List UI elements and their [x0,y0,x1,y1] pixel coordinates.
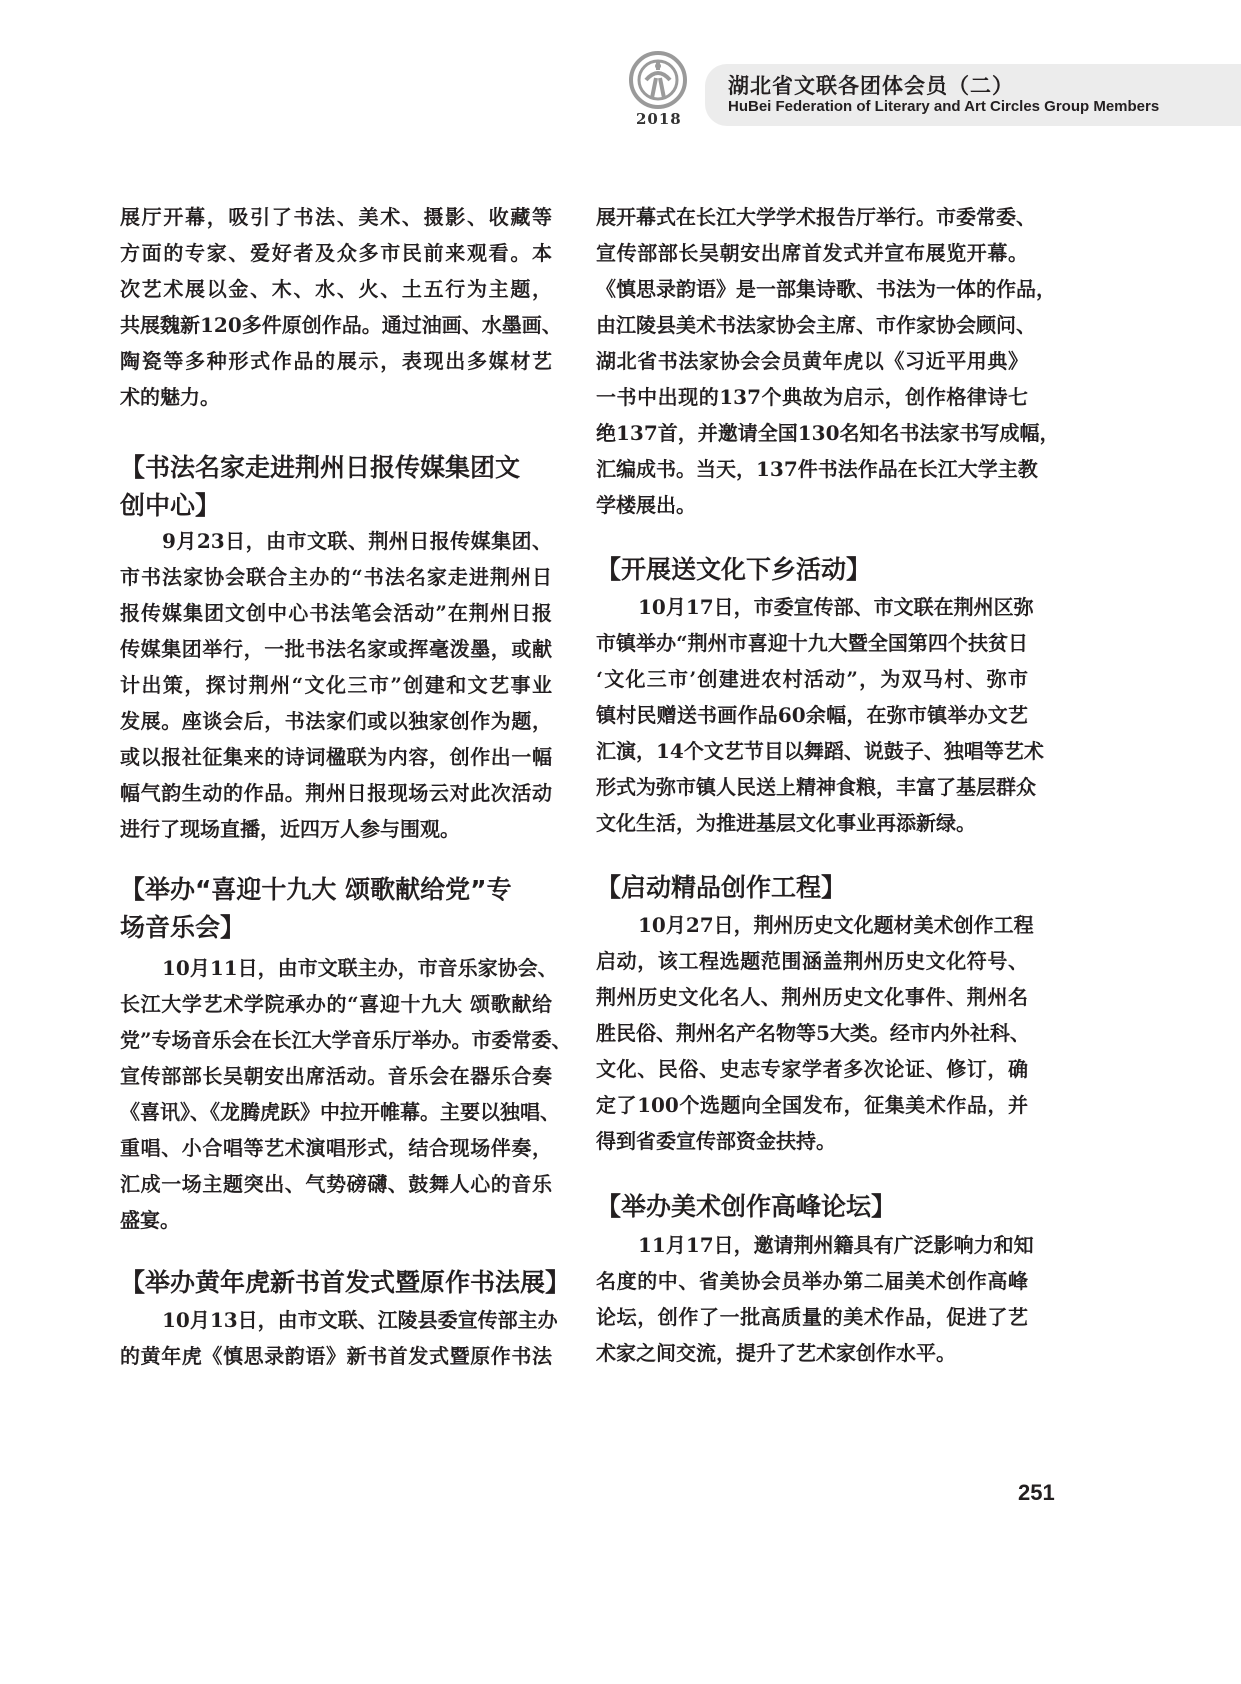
text-line: 【举办“喜迎十九大 颂歌献给党”专 [120,875,512,904]
text-line: 汇编成书。当天，137件书法作品在长江大学主教 [596,457,1038,481]
text-line: 得到省委宣传部资金扶持。 [596,1129,836,1153]
text-line: 《慎思录韵语》是一部集诗歌、书法为一体的作品， [596,277,1056,301]
text-line: 【举办黄年虎新书首发式暨原作书法展】 [120,1268,571,1297]
text-line: 文化、民俗、史志专家学者多次论证、修订，确 [596,1057,1028,1081]
text-line: 重唱、小合唱等艺术演唱形式，结合现场伴奏， [120,1136,552,1160]
text-line: 方面的专家、爱好者及众多市民前来观看。本 [120,241,552,265]
text-line: 镇村民赠送书画作品60余幅，在弥市镇举办文艺 [596,703,1028,727]
section-heading [120,1264,571,1302]
text-line: 10月27日，荆州历史文化题材美术创作工程 [638,913,1034,937]
text-line: 发展。座谈会后，书法家们或以独家创作为题， [120,709,552,733]
text-line: 【启动精品创作工程】 [596,873,847,902]
paragraph [120,199,562,415]
page-number: 251 [1018,1480,1055,1505]
text-line: 共展魏新120多件原创作品。通过油画、水墨画、 [120,313,562,337]
text-line: 的黄年虎《慎思录韵语》新书首发式暨原作书法 [120,1344,552,1368]
section-heading [120,449,552,525]
paragraph [596,199,1060,523]
text-line: 绝137首，并邀请全国130名知名书法家书写成幅， [596,421,1060,445]
text-line: 湖北省书法家协会会员黄年虎以《习近平用典》 [596,349,1028,373]
section-heading [596,869,1028,907]
text-line: 10月17日，市委宣传部、市文联在荆州区弥 [638,595,1034,619]
text-line: 或以报社征集来的诗词楹联为内容，创作出一幅 [120,745,552,769]
text-line: 汇演，14个文艺节目以舞蹈、说鼓子、独唱等艺术 [596,739,1044,763]
text-line: 进行了现场直播，近四万人参与围观。 [120,817,460,841]
text-line: 汇成一场主题突出、气势磅礴、鼓舞人心的音乐 [120,1172,552,1196]
text-line: 场音乐会】 [120,913,246,942]
text-line: 创中心】 [120,491,221,520]
text-line: 文化生活，为推进基层文化事业再添新绿。 [596,811,976,835]
text-line: 【开展送文化下乡活动】 [596,555,872,584]
text-line: 名度的中、省美协会员举办第二届美术创作高峰 [596,1269,1028,1293]
text-line: 展开幕式在长江大学学术报告厅举行。市委常委、 [596,205,1036,229]
header-title-cn: 湖北省文联各团体会员（二） [728,73,1014,98]
header-title-en: HuBei Federation of Literary and Art Circles Group Members [728,98,1160,115]
text-line: 术的魅力。 [120,385,220,409]
text-line: 次艺术展以金、木、水、火、土五行为主题， [120,277,552,301]
text-line: 传媒集团举行，一批书法名家或挥毫泼墨，或献 [120,637,552,661]
text-line: 长江大学艺术学院承办的“喜迎十九大 颂歌献给 [120,992,552,1016]
header-year: 2018 [636,110,682,128]
text-line: 论坛，创作了一批高质量的美术作品，促进了艺 [596,1305,1028,1329]
text-line: 党”专场音乐会在长江大学音乐厅举办。市委常委、 [120,1028,572,1052]
text-line: 报传媒集团文创中心书法笔会活动”在荆州日报 [120,601,552,625]
text-line: 盛宴。 [120,1208,180,1232]
text-line: 宣传部部长吴朝安出席首发式并宣布展览开幕。 [596,241,1028,265]
paragraph [596,907,1034,1159]
section-heading [596,1188,1028,1226]
text-line: 学楼展出。 [596,493,696,517]
text-line: 【书法名家走进荆州日报传媒集团文 [120,453,521,482]
text-line: 一书中出现的137个典故为启示，创作格律诗七 [596,385,1028,409]
paragraph [596,589,1044,841]
text-line: 荆州历史文化名人、荆州历史文化事件、荆州名 [596,985,1028,1009]
paragraph [120,950,572,1238]
text-line: 计出策，探讨荆州“文化三市”创建和文艺事业 [120,673,552,697]
paragraph [120,1302,558,1374]
paragraph [596,1227,1034,1371]
text-line: 11月17日，邀请荆州籍具有广泛影响力和知 [638,1233,1034,1257]
text-line: 幅气韵生动的作品。荆州日报现场云对此次活动 [120,781,552,805]
text-line: 启动，该工程选题范围涵盖荆州历史文化符号、 [596,949,1028,973]
text-line: ‘文化三市’创建进农村活动”，为双马村、弥市 [596,667,1028,691]
text-line: 《喜讯》、《龙腾虎跃》中拉开帷幕。主要以独唱、 [120,1100,560,1124]
text-line: 市书法家协会联合主办的“书法名家走进荆州日 [120,565,552,589]
text-line: 定了100个选题向全国发布，征集美术作品，并 [596,1093,1028,1117]
text-line: 市镇举办“荆州市喜迎十九大暨全国第四个扶贫日 [596,631,1028,655]
text-line: 10月13日，由市文联、江陵县委宣传部主办 [162,1308,558,1332]
text-line: 由江陵县美术书法家协会主席、市作家协会顾问、 [596,313,1036,337]
federation-emblem-icon [628,50,688,110]
section-heading [596,551,1028,589]
text-line: 9月23日，由市文联、荆州日报传媒集团、 [162,529,552,553]
text-line: 展厅开幕，吸引了书法、美术、摄影、收藏等 [120,205,552,229]
text-line: 陶瓷等多种形式作品的展示，表现出多媒材艺 [120,349,552,373]
text-line: 术家之间交流，提升了艺术家创作水平。 [596,1341,956,1365]
text-line: 胜民俗、荆州名产名物等5大类。经市内外社科、 [596,1021,1030,1045]
section-heading [120,871,552,947]
text-line: 【举办美术创作高峰论坛】 [596,1192,897,1221]
text-line: 形式为弥市镇人民送上精神食粮，丰富了基层群众 [596,775,1036,799]
text-line: 宣传部部长吴朝安出席活动。音乐会在器乐合奏 [120,1064,552,1088]
text-line: 10月11日，由市文联主办，市音乐家协会、 [162,956,558,980]
paragraph [120,523,552,847]
